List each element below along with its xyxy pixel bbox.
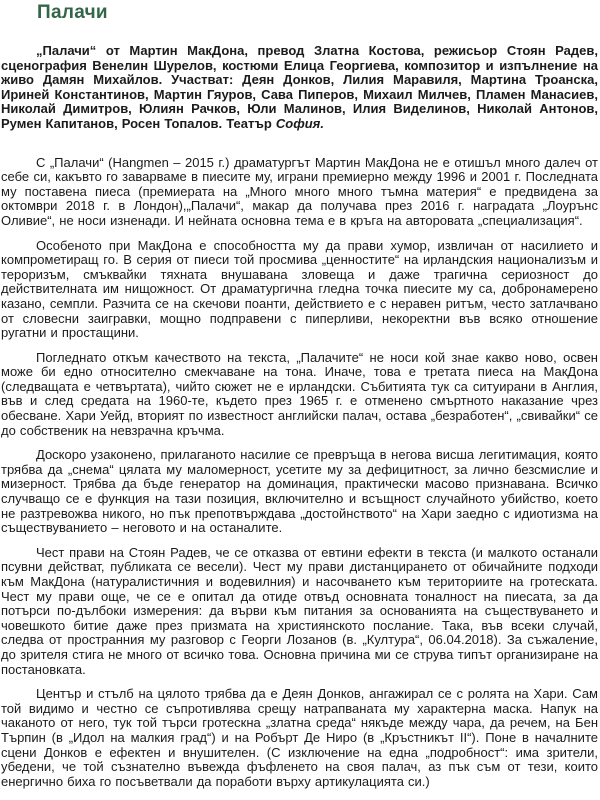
credits-paragraph	[1, 44, 598, 132]
page-title: Палачи	[37, 2, 108, 23]
article-paragraph: Особеното при МакДона е способността му да прави хумор, извличан от насилието и компрометиращ го. В серия от пиеси той просмива „ценностите“ на ирландския национализъм и тероризъм, смъквайки тяхната внушавана зловеща и даже трагична сериозност до действителната им нищожност. От драматургична гледна точка пиесите му са, добронамерено казано, семпли. Разчита се на скечови поанти, действието е с неравен ритъм, често затлачвано от словесни заигравки, мощно подправени с пиперливи, некоректни във всяко отношение ругатни и простащини.	[1, 237, 598, 341]
article-paragraph: Доскоро узаконено, прилаганото насилие се превръща в негова висша легитимация, която трябва да „снема“ цялата му маломерност, усетите му за дефицитност, за лично безсмислие и мизерност. Трябва да бъде генератор на доминация, практически масово признавана. Всичко случващо се е функция на тази позиция, включително и всъщност случайното убийство, което не разтревожва никого, но пък препотвърждава „достойнството“ на Хари заедно с идиотизма на съществуванието – неговото и на останалите.	[1, 447, 598, 536]
article-paragraph: Център и стълб на цялото трябва да е Деян Донков, ангажирал се с ролята на Хари. Сам той видимо и честно се съпротивлява срещу натрапваната му характерна маска. Напук на чаканото от него, тук той търси гротескна „златна среда“ някъде между чара, да речем, на Бен Търпин (в „Идол на малкия град“) и на Робърт Де Ниро (в „Кръстникът II“). Поне в началните сцени Донков е ефектен и внушителен. (С изключение на една „подробност“: има зрители, убедени, че той съзнателно въвежда фъфленето на своя палач, аз пък съм от тези, които енергично биха го посъветвали да поработи върху артикулацията си.)	[1, 686, 598, 789]
theatre-name: София.	[275, 115, 324, 131]
credits-text: „Палачи“ от Мартин МакДона, превод Златна Костова, режисьор Стоян Радев, сценография Венелин Шурелов, костюми Елица Георгиева, композитор и изпълнение на живо Дамян Михайлов. Участват: Деян Донков, Лилия Маравиля, Мартина Троанска, Ириней Константинов, Мартин Гяуров, Сава Пиперов, Михаил Милчев, Пламен Манасиев, Николай Димитров, Юлиян Рачков, Юли Малинов, Илия Виделинов, Николай Антонов, Румен Капитанов, Росен Топалов. Театър	[1, 43, 598, 131]
article-paragraph: С „Палачи“ (Hangmen – 2015 г.) драматургът Мартин МакДона не е отишъл много далеч от себе си, какъвто го заварваме в пиесите му, играни премиерно между 1996 и 2001 г. Последната му поставена пиеса (премиерата на „Много много много тъмна материя“ е предвидена за октомври 2018 г. в Лондон),„Палачи“, макар да получава през 2016 г. наградата „Лоурънс Оливие“, не носи изненади. И нейната основна тема е в кръга на авторовата „специализация“.	[1, 154, 598, 228]
article-paragraph: Погледнато откъм качеството на текста, „Палачите“ не носи кой знае какво ново, освен може би едно относително смекчаване на тона. Иначе, това е третата пиеса на МакДона (следващата е четвъртата), чийто сюжет не е ирландски. Събитията тук са ситуирани в Англия, във и след средата на 1960-те, където през 1965 г. е отменено смъртното наказание чрез обесване. Хари Уейд, вторият по известност английски палач, остава „безработен“, „свивайки“ се до собственик на невзрачна кръчма.	[1, 349, 598, 438]
article-paragraph: Чест прави на Стоян Радев, че се отказва от евтини ефекти в текста (и малкото останали псувни действат, публиката се весели). Чест му прави дистанцирането от обичайните подходи към МакДона (натуралистичния и водевилния) и насочването към териториите на гротеската. Чест му прави още, че се е опитал да отиде отвъд основната тоналност на пиесата, за да потърси по-дълбоки измерения: да върви към питания за основанията на съществуването и човешкото битие даже през призмата на християнското послание. Така, във всеки случай, следва от пространния му разговор с Георги Лозанов (в. „Култура“, 06.04.2018). За съжаление, до зрителя стига не много от всичко това. Основна причина ми се струва типът организиране на постановката.	[1, 544, 598, 677]
